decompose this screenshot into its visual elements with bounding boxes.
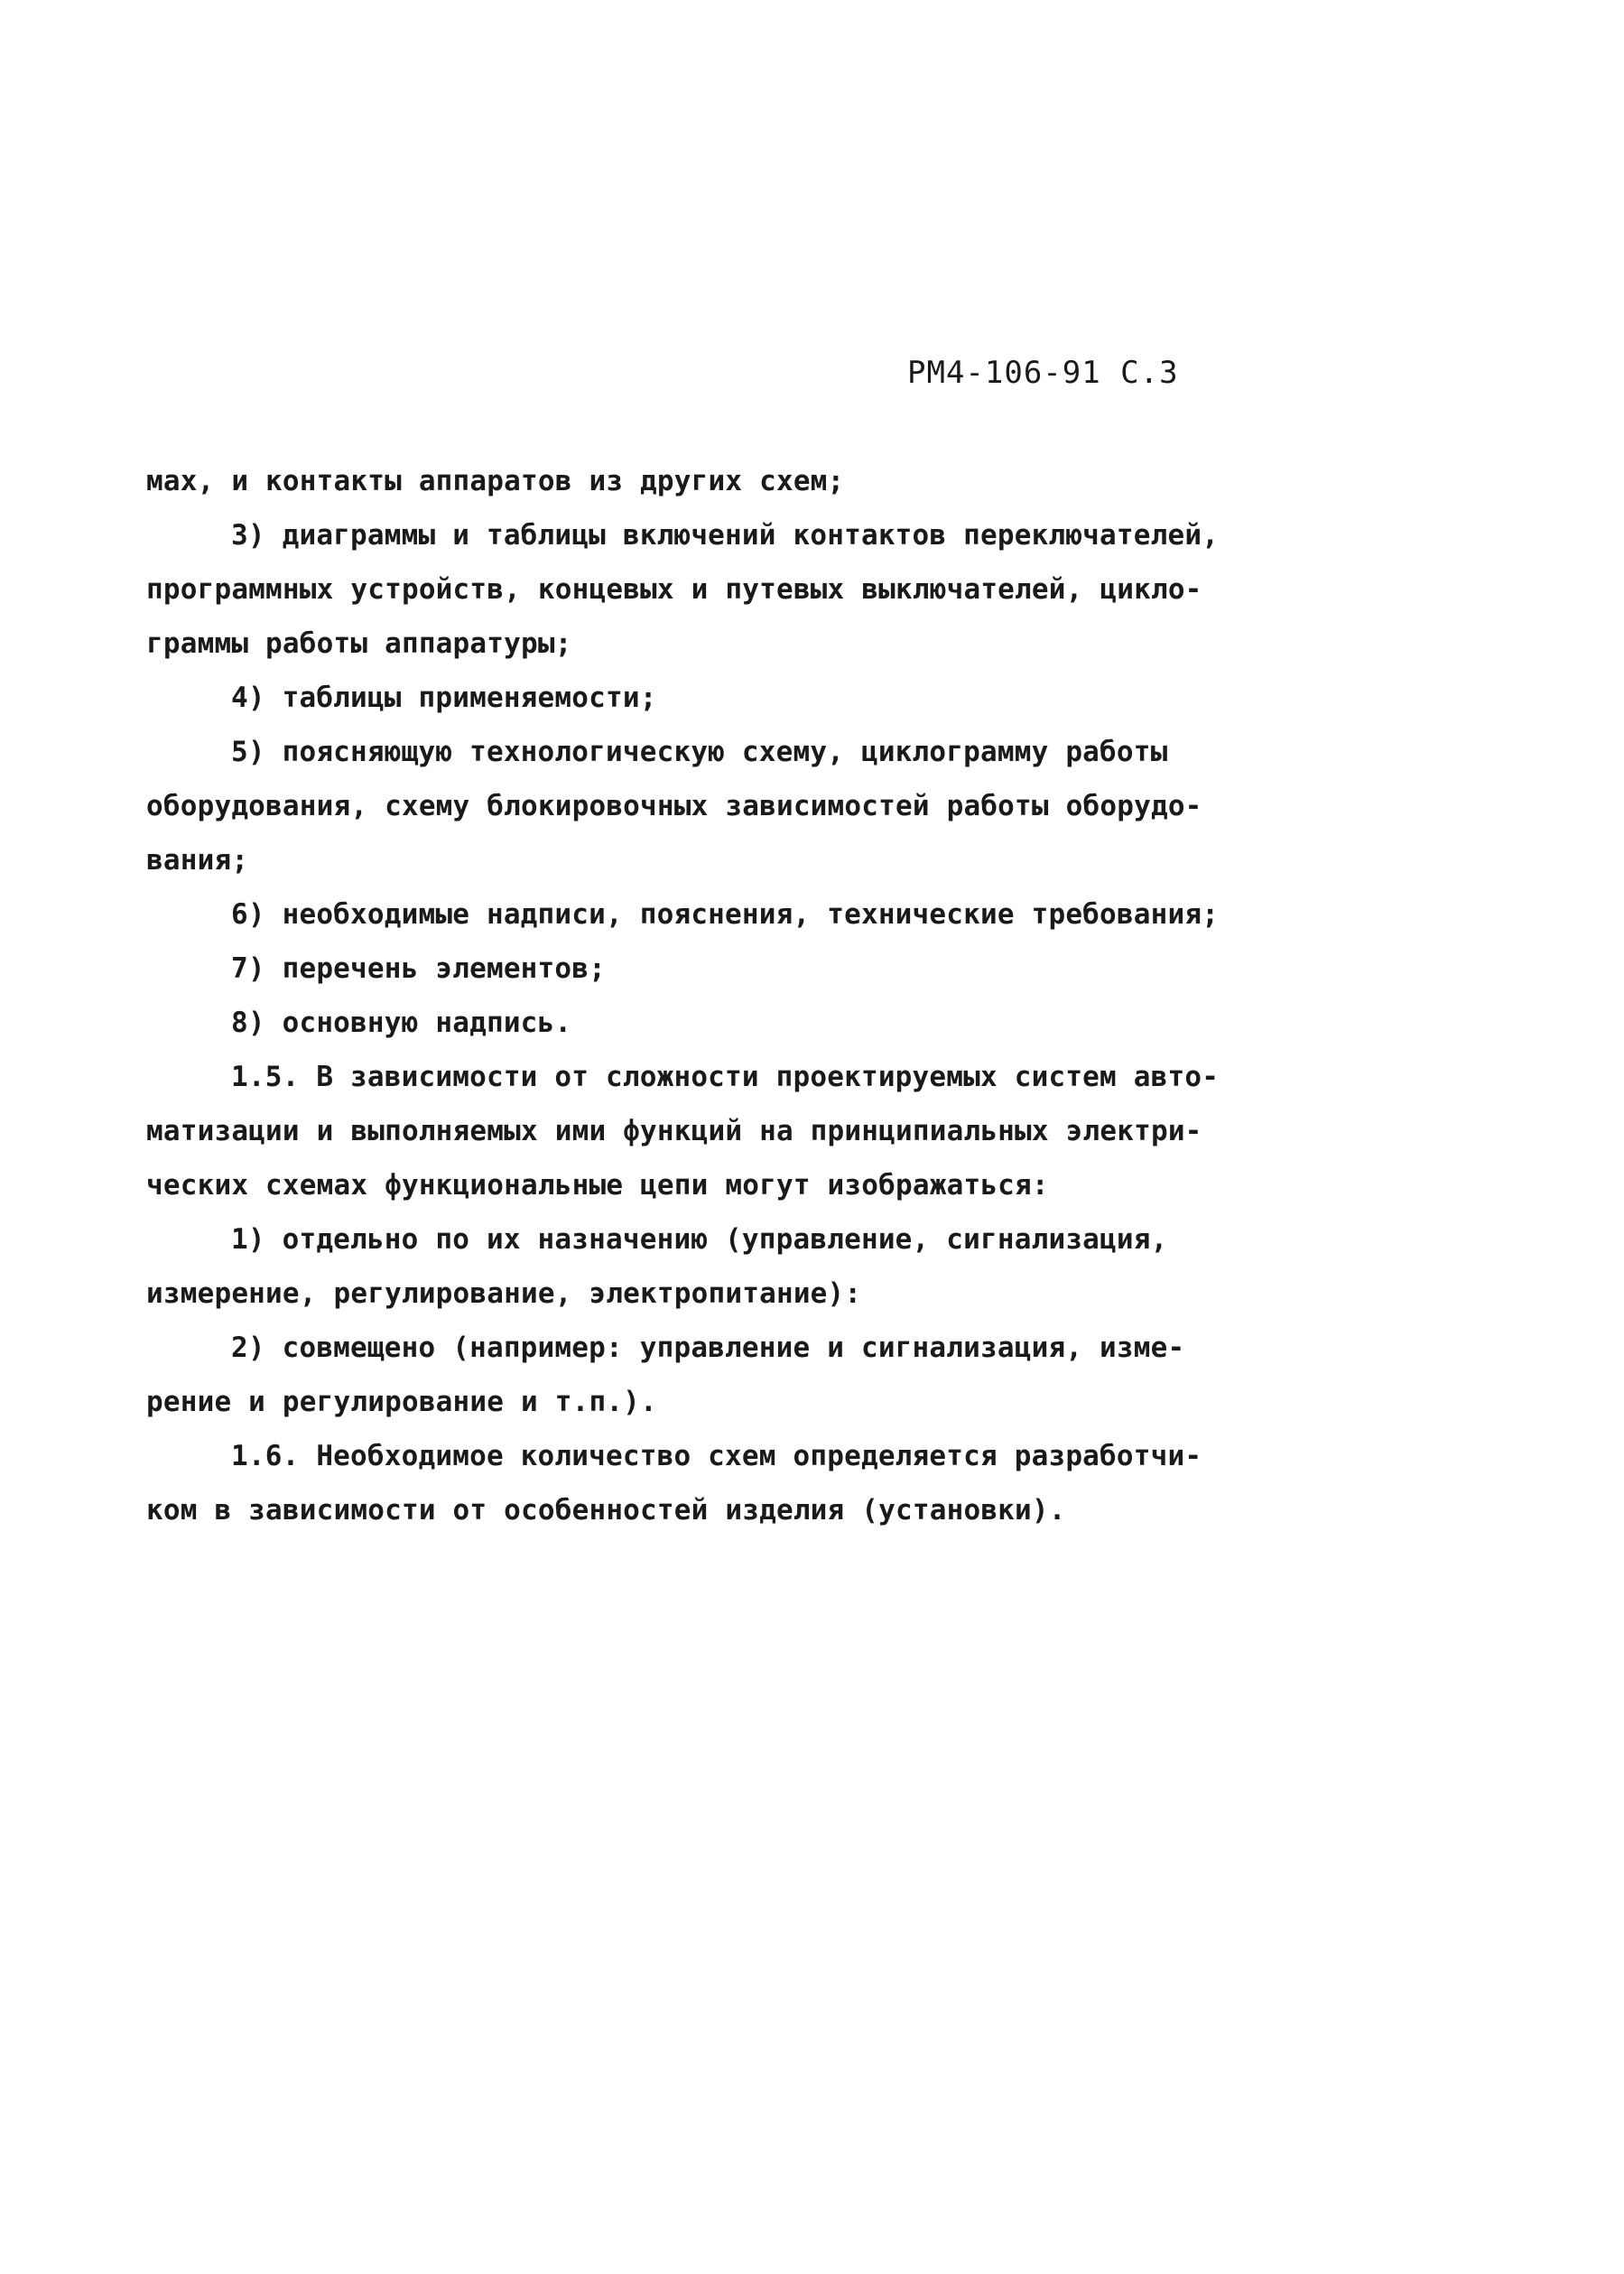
text-line: матизации и выполняемых ими функций на принципиальных электри- [146,1115,1202,1147]
text-line: граммы работы аппаратуры; [146,627,572,660]
text-line: мах, и контакты аппаратов из других схем; [146,465,845,497]
text-line: 1) отдельно по их назначению (управление, сигнализация, [231,1223,1168,1256]
document-code: РМ4-106-91 С.3 [907,355,1179,391]
text-line: 7) перечень элементов; [231,952,606,985]
text-line: 5) поясняющую технологическую схему, циклограмму работы [231,736,1168,768]
text-line: 3) диаграммы и таблицы включений контактов переключателей, [231,519,1220,552]
text-line: 8) основную надпись. [231,1007,572,1039]
text-line: 2) совмещено (например: управление и сигнализация, изме- [231,1332,1185,1364]
text-line: рение и регулирование и т.п.). [146,1386,657,1418]
text-line: измерение, регулирование, электропитание): [146,1277,862,1310]
text-line: 6) необходимые надписи, пояснения, технические требования; [231,898,1220,931]
text-line: ческих схемах функциональные цепи могут изображаться: [146,1169,1049,1202]
text-line: оборудования, схему блокировочных зависимостей работы оборудо- [146,790,1202,822]
text-line: 1.6. Необходимое количество схем определяется разработчи- [231,1440,1202,1472]
text-line: 4) таблицы применяемости; [231,682,657,714]
text-line: программных устройств, концевых и путевых выключателей, цикло- [146,573,1202,606]
text-line: ком в зависимости от особенностей изделия (установки). [146,1494,1066,1527]
text-line: вания; [146,844,249,877]
text-line: 1.5. В зависимости от сложности проектируемых систем авто- [231,1061,1220,1093]
